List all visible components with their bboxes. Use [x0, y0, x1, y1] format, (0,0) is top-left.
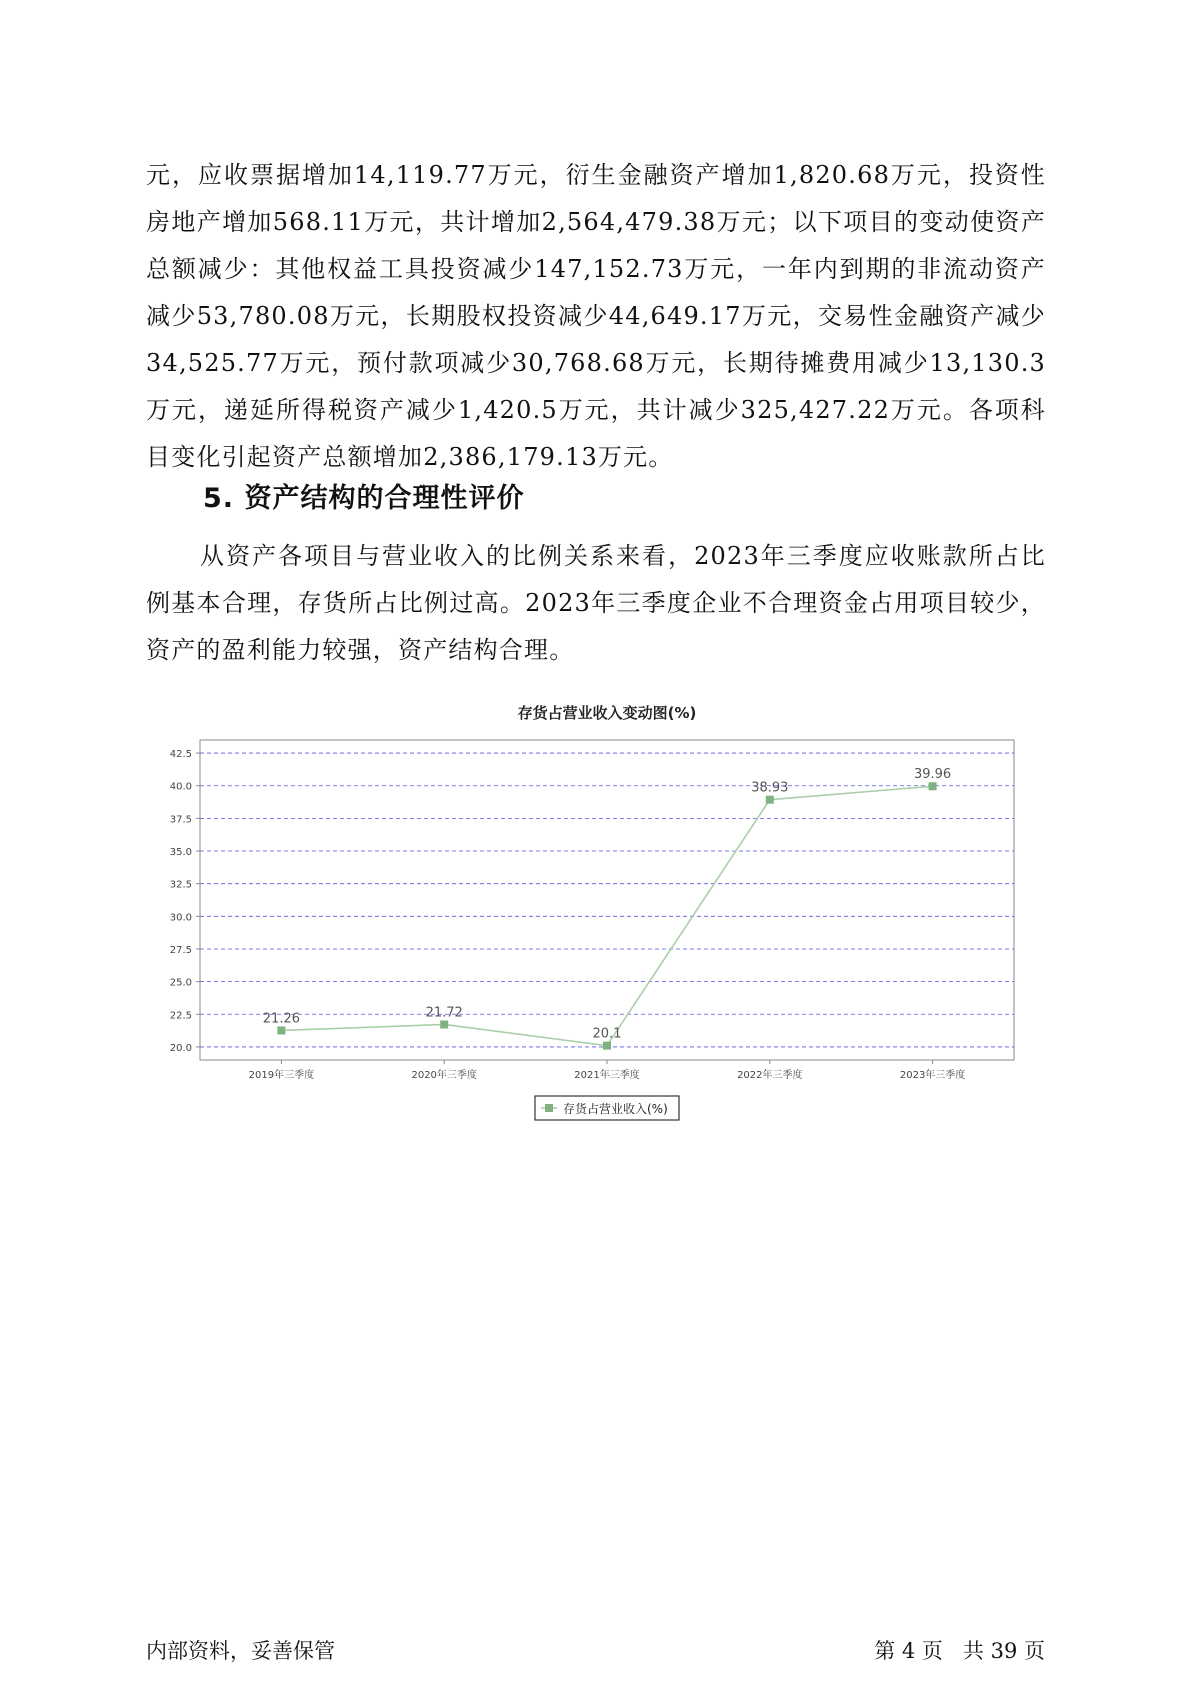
paragraph-asset-structure: 从资产各项目与营业收入的比例关系来看，2023年三季度应收账款所占比例基本合理，存货所占比例过高。2023年三季度企业不合理资金占用项目较少，资产的盈利能力较强，资产结构合理。: [146, 542, 1046, 664]
y-tick-label: 32.5: [169, 879, 192, 891]
data-point: [766, 796, 774, 804]
data-label: 39.96: [913, 767, 952, 783]
data-point: [929, 782, 937, 790]
data-label: 38.93: [751, 780, 789, 796]
data-point: [277, 1026, 285, 1034]
inventory-ratio-chart: [150, 698, 1030, 1158]
x-tick-label: 2022年三季度: [737, 1070, 803, 1081]
chart-svg: [150, 698, 1030, 1158]
section-heading: 5. 资产结构的合理性评价: [203, 483, 525, 514]
paragraph-asset-changes: 元，应收票据增加14,119.77万元，衍生金融资产增加1,820.68万元，投资性房地产增加568.11万元，共计增加2,564,479.38万元；以下项目的变动使资产总额减少：其他权益工具投资减少147,152.73万元，一年内到期的非流动资产减少53,780.08万元，长期股权投资减少44,649.17万元，交易性金融资产减少34,525.77万元，预付款项减少30,768.68万元，长期待摊费用减少13,130.3万元，递延所得税资产减少1,420.5万元，共计减少325,427.22万元。各项科目变化引起资产总额增加2,386,179.13万元。: [146, 161, 1046, 471]
y-tick-label: 27.5: [169, 944, 192, 956]
y-tick-label: 22.5: [169, 1010, 192, 1022]
y-tick-label: 20.0: [169, 1042, 192, 1054]
y-tick-label: 40.0: [169, 781, 192, 793]
y-tick-label: 35.0: [169, 847, 192, 859]
footer-page-number: 第 4 页 共 39 页: [874, 1639, 1045, 1663]
y-tick-label: 25.0: [169, 977, 192, 989]
data-point: [440, 1020, 448, 1028]
x-tick-label: 2020年三季度: [411, 1070, 477, 1081]
data-label: 21.26: [262, 1011, 301, 1027]
x-tick-label: 2019年三季度: [248, 1070, 315, 1081]
legend-marker: [545, 1104, 553, 1112]
y-tick-label: 30.0: [169, 912, 192, 924]
y-tick-label: 42.5: [169, 749, 192, 761]
legend-label: 存货占营业收入(%): [563, 1102, 668, 1116]
data-label: 20.1: [592, 1026, 622, 1042]
y-tick-label: 37.5: [169, 814, 192, 826]
x-tick-label: 2023年三季度: [899, 1070, 966, 1081]
data-point: [603, 1042, 611, 1050]
plot-frame: [200, 740, 1014, 1060]
footer-confidential: 内部资料，妥善保管: [146, 1639, 335, 1663]
data-label: 21.72: [425, 1005, 463, 1021]
x-tick-label: 2021年三季度: [574, 1070, 640, 1081]
chart-title: 存货占营业收入变动图(%): [517, 704, 697, 722]
